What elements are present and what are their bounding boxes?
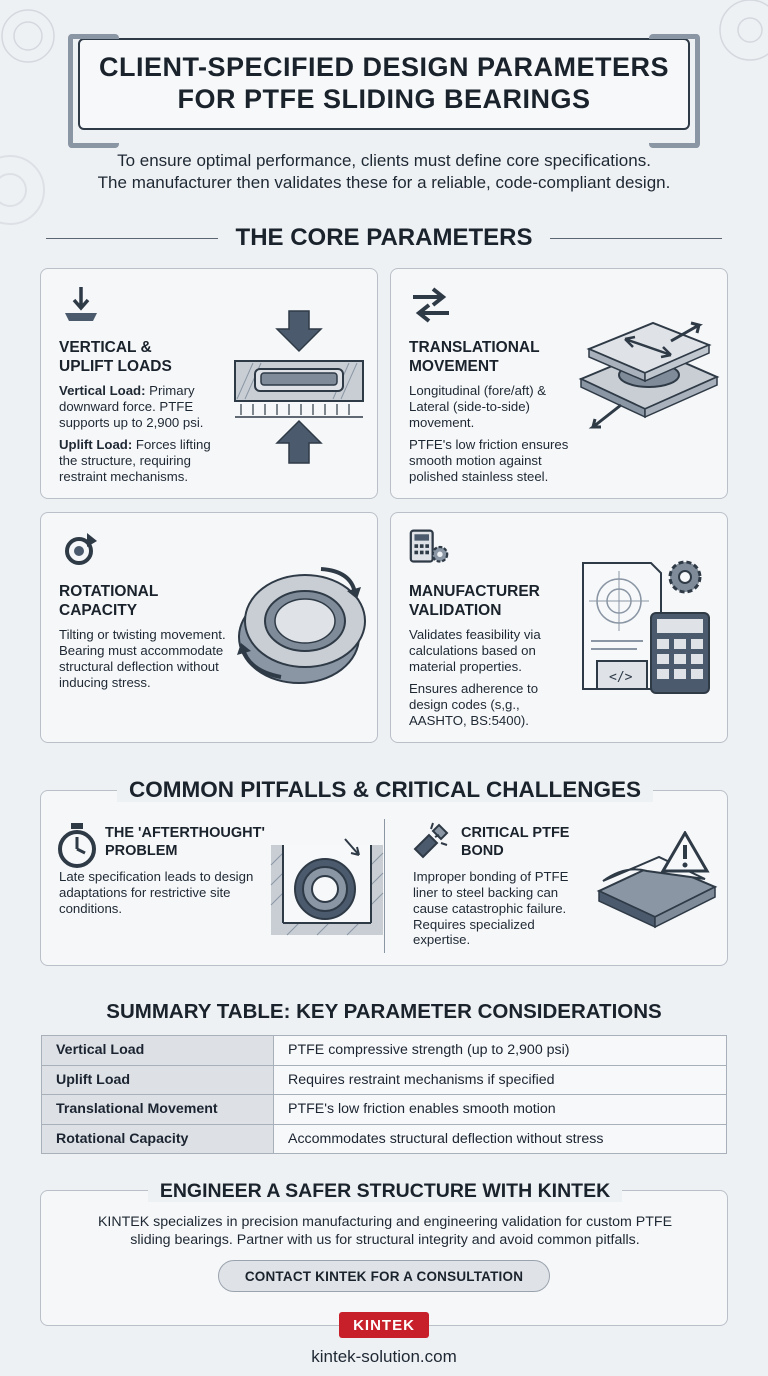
card-heading: ROTATIONAL CAPACITY [59, 583, 159, 619]
intro-text: To ensure optimal performance, clients must define core specifications. The manufacturer then validates these for a reliable, code-compliant design. [97, 151, 671, 193]
website-link[interactable]: kintek-solution.com [311, 1347, 457, 1366]
summary-title: SUMMARY TABLE: KEY PARAMETER CONSIDERATIONS [106, 1000, 662, 1023]
core-title: THE CORE PARAMETERS [235, 224, 533, 251]
table-row [42, 1095, 727, 1125]
svg-text:</>: </> [609, 670, 633, 685]
download-tray-icon [61, 283, 101, 323]
calculator-gear-icon [409, 527, 449, 567]
card-text [59, 383, 231, 431]
table-key: Rotational Capacity [42, 1124, 274, 1154]
divider-line [46, 238, 218, 239]
table-value: PTFE's low friction enables smooth motion [274, 1095, 727, 1125]
confined-bearing-icon [267, 835, 391, 937]
pitfalls-title-wrap [41, 777, 729, 803]
pitfall-heading: CRITICAL PTFE BOND [461, 825, 570, 859]
card-text: Tilting or twisting movement. Bearing must accommodate structural deflection without inducing stress. [59, 627, 226, 690]
title-banner [78, 38, 690, 130]
kintek-logo: KINTEK [339, 1312, 429, 1338]
pitfalls-title: COMMON PITFALLS & CRITICAL CHALLENGES [117, 777, 653, 802]
core-section-title [0, 224, 768, 252]
pitfall-text: Late specification leads to design adaptations for restrictive site conditions. [59, 869, 254, 916]
pitfall-heading: THE 'AFTERTHOUGHT' PROBLEM [105, 825, 265, 859]
table-row [42, 1124, 727, 1154]
rotate-icon [61, 529, 101, 569]
contact-button[interactable]: CONTACT KINTEK FOR A CONSULTATION [218, 1260, 550, 1292]
cta-text: KINTEK specializes in precision manufacturing and engineering validation for custom PTFE sliding bearings. Partner with us for structural integrity and avoid common pitfalls. [97, 1214, 673, 1249]
card-text: PTFE's low friction ensures smooth motion against polished stainless steel. [409, 437, 569, 484]
label-vertical-load: Vertical Load: [59, 383, 146, 398]
table-row [42, 1036, 727, 1066]
stopwatch-icon [55, 821, 99, 869]
cta-title-wrap [41, 1180, 729, 1203]
summary-table [41, 1035, 727, 1154]
table-value: Requires restraint mechanisms if specified [274, 1065, 727, 1095]
delamination-warning-icon [595, 831, 719, 931]
table-value: PTFE compressive strength (up to 2,900 psi) [274, 1036, 727, 1066]
table-value: Accommodates structural deflection without stress [274, 1124, 727, 1154]
card-text: Ensures adherence to design codes (s,g., AASHTO, BS:5400). [409, 681, 539, 728]
card-text: Longitudinal (fore/aft) & Lateral (side-to-side) movement. [409, 383, 547, 430]
label-uplift-load: Uplift Load: [59, 437, 133, 452]
sliding-plates-icon [575, 315, 725, 445]
desc-vertical-load: Primary downward force. PTFE supports up to 2,900 psi. [59, 383, 204, 430]
card-vertical-uplift [40, 268, 378, 499]
pitfall-text: Improper bonding of PTFE liner to steel backing can cause catastrophic failure. Requires specialized expertise. [413, 869, 569, 948]
pitfalls-box [40, 777, 728, 966]
swap-arrows-icon [411, 285, 451, 325]
validation-documents-icon [579, 557, 719, 697]
card-heading: MANUFACTURER VALIDATION [409, 583, 540, 619]
broken-bond-icon [411, 821, 451, 861]
card-heading: VERTICAL & UPLIFT LOADS [59, 339, 172, 375]
pitfalls-divider [384, 819, 385, 953]
table-key: Uplift Load [42, 1065, 274, 1095]
divider-line [550, 238, 722, 239]
card-translational [390, 268, 728, 499]
page-title: CLIENT-SPECIFIED DESIGN PARAMETERS FOR PTFE SLIDING BEARINGS [98, 52, 670, 114]
card-validation [390, 512, 728, 743]
card-heading: TRANSLATIONAL MOVEMENT [409, 339, 540, 375]
table-row [42, 1065, 727, 1095]
cta-title: ENGINEER A SAFER STRUCTURE WITH KINTEK [148, 1180, 622, 1202]
card-text [59, 437, 231, 485]
table-key: Vertical Load [42, 1036, 274, 1066]
card-rotational [40, 512, 378, 743]
cta-box [40, 1180, 728, 1326]
bearing-load-diagram-icon [231, 307, 367, 467]
rotating-bearing-icon [231, 559, 373, 691]
desc-uplift-load: Forces lifting the structure, requiring restraint mechanisms. [59, 437, 211, 484]
card-text: Validates feasibility via calculations based on material properties. [409, 627, 541, 674]
table-key: Translational Movement [42, 1095, 274, 1125]
